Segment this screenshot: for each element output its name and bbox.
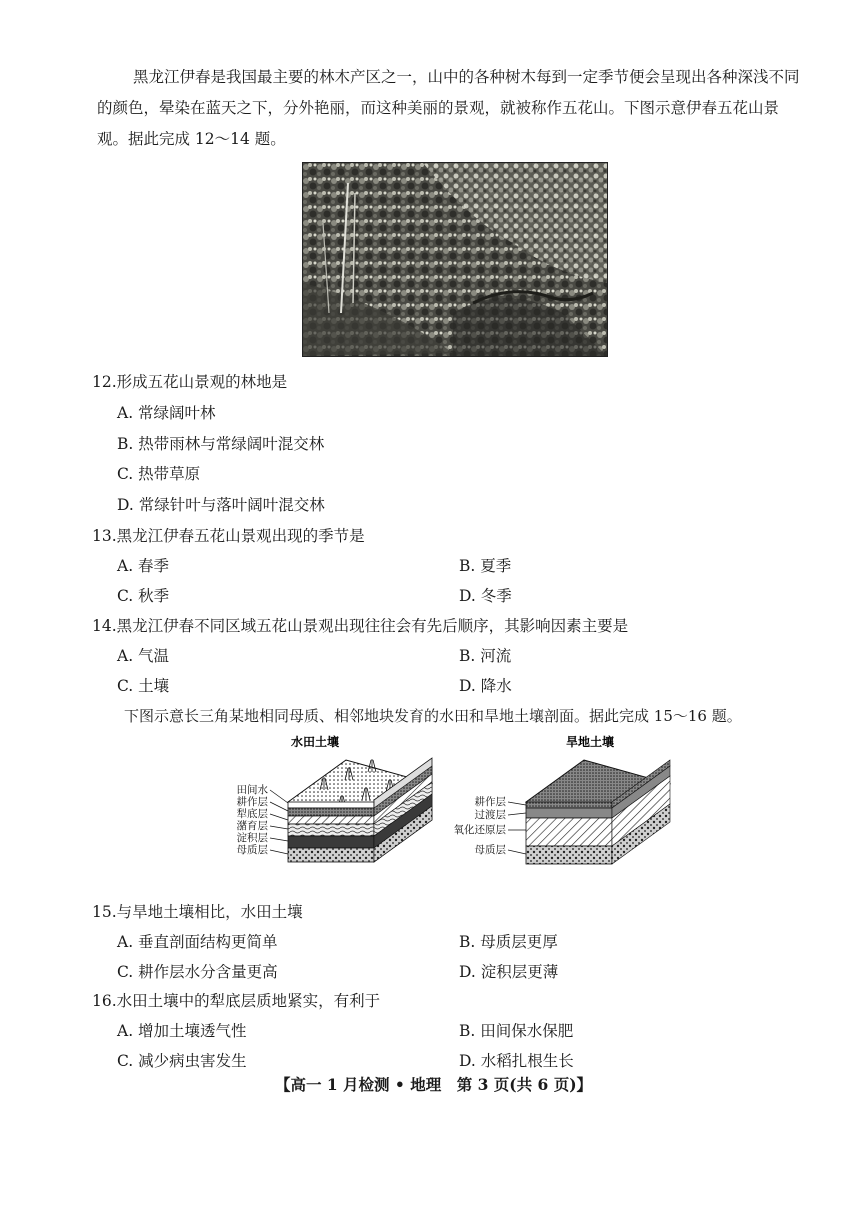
paddy-label-gleyed: 潴育层 — [236, 820, 268, 832]
q15-option-a: A. 垂直剖面结构更简单 — [117, 933, 278, 951]
paddy-label-plough-layer: 耕作层 — [236, 796, 268, 808]
paddy-label-illuvial: 淀积层 — [236, 832, 268, 844]
paddy-label-parent: 母质层 — [236, 844, 268, 856]
q16-option-a: A. 增加土壤透气性 — [117, 1022, 247, 1040]
question-15: 15.与旱地土壤相比，水田土壤 — [92, 903, 303, 921]
q12-option-b: B. 热带雨林与常绿阔叶混交林 — [117, 435, 325, 453]
dry-label-parent: 母质层 — [474, 844, 506, 856]
q14-option-b: B. 河流 — [459, 647, 512, 665]
intro2-paragraph: 下图示意长三角某地相同母质、相邻地块发育的水田和旱地土壤剖面。据此完成 15～16 题。 — [124, 707, 742, 725]
paddy-label-plowpan: 犁底层 — [236, 808, 268, 820]
q13-option-d: D. 冬季 — [459, 587, 512, 605]
q14-option-d: D. 降水 — [459, 677, 512, 695]
dry-label-plough-layer: 耕作层 — [474, 796, 506, 808]
q13-option-a: A. 春季 — [117, 557, 170, 575]
q13-option-b: B. 夏季 — [459, 557, 512, 575]
dry-label-transition: 过渡层 — [474, 809, 506, 821]
q16-option-b: B. 田间保水保肥 — [459, 1022, 574, 1040]
forest-photo — [302, 162, 608, 357]
q16-option-d: D. 水稻扎根生长 — [459, 1052, 574, 1070]
q14-option-c: C. 土壤 — [117, 677, 170, 695]
q16-option-c: C. 减少病虫害发生 — [117, 1052, 247, 1070]
question-16: 16.水田土壤中的犁底层质地紧实，有利于 — [92, 992, 381, 1010]
q14-option-a: A. 气温 — [117, 647, 170, 665]
q13-option-c: C. 秋季 — [117, 587, 170, 605]
q15-option-b: B. 母质层更厚 — [459, 933, 558, 951]
dry-soil-title: 旱地土壤 — [565, 735, 615, 749]
q12-option-d: D. 常绿针叶与落叶阔叶混交林 — [117, 496, 325, 514]
q12-option-c: C. 热带草原 — [117, 465, 201, 483]
page-footer: 【高一 1 月检测 • 地理 第 3 页(共 6 页)】 — [274, 1075, 593, 1094]
soil-profile-figure — [220, 730, 680, 890]
q15-option-c: C. 耕作层水分含量更高 — [117, 963, 278, 981]
intro-paragraph: 黑龙江伊春是我国最主要的林木产区之一，山中的各种树木每到一定季节便会呈现出各种深浅不同的颜色，晕染在蓝天之下，分外艳丽，而这种美丽的景观，就被称作五花山。下图示意伊春五花山景观。据此完成 12～14 题。 — [97, 68, 800, 148]
q15-option-d: D. 淀积层更薄 — [459, 963, 559, 981]
question-14: 14.黑龙江伊春不同区域五花山景观出现往往会有先后顺序，其影响因素主要是 — [92, 617, 629, 635]
q12-option-a: A. 常绿阔叶林 — [117, 404, 216, 422]
dry-label-redox: 氧化还原层 — [453, 824, 506, 836]
question-13: 13.黑龙江伊春五花山景观出现的季节是 — [92, 527, 365, 545]
paddy-soil-title: 水田土壤 — [290, 735, 340, 749]
question-12: 12.形成五花山景观的林地是 — [92, 373, 288, 391]
paddy-label-field-water: 田间水 — [236, 784, 268, 796]
